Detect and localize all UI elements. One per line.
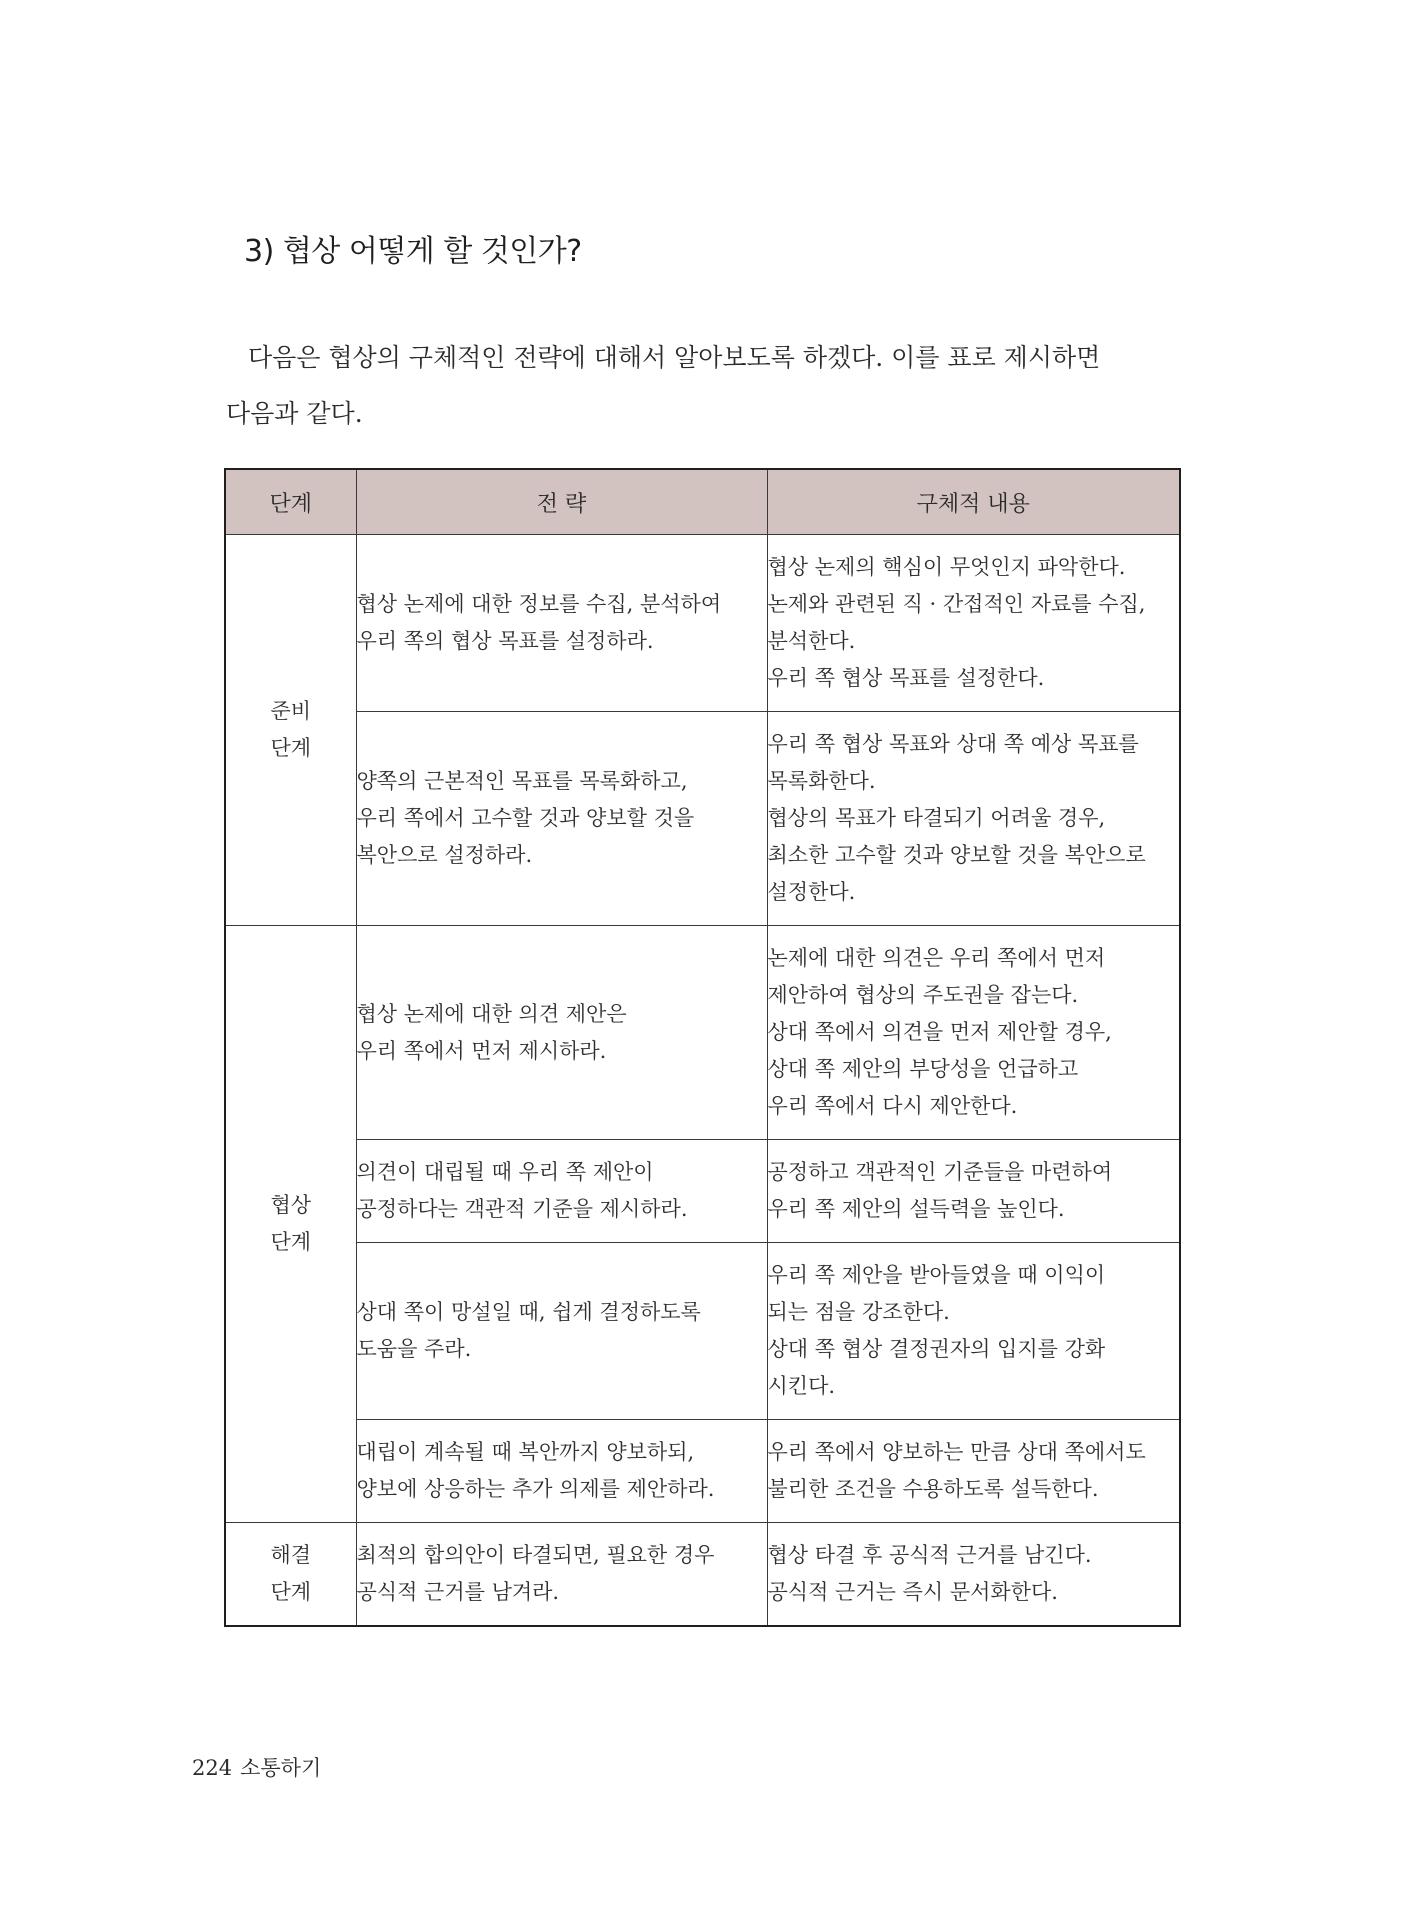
section-heading: 3) 협상 어떻게 할 것인가? — [244, 234, 582, 269]
detail-line: 우리 쪽 협상 목표를 설정한다. — [767, 666, 1045, 690]
page-number: 224 — [192, 1756, 233, 1780]
detail-line: 설정한다. — [767, 880, 856, 904]
strategy-cell — [356, 535, 767, 712]
strategy-cell — [356, 1420, 767, 1523]
detail-line: 공정하고 객관적인 기준들을 마련하여 — [767, 1160, 1113, 1184]
strategy-line: 상대 쪽이 망설일 때, 쉽게 결정하도록 — [356, 1300, 701, 1324]
detail-line: 목록화한다. — [767, 769, 876, 793]
strategy-table — [224, 468, 1181, 1627]
detail-cell — [767, 1420, 1180, 1523]
page-footer — [192, 1752, 321, 1782]
table-row — [225, 535, 1180, 712]
strategy-line: 협상 논제에 대한 정보를 수집, 분석하여 — [356, 592, 722, 616]
strategy-line: 우리 쪽의 협상 목표를 설정하라. — [356, 629, 654, 653]
table-row — [225, 1243, 1180, 1420]
detail-line: 상대 쪽 제안의 부당성을 언급하고 — [767, 1057, 1079, 1081]
detail-line: 협상 타결 후 공식적 근거를 남긴다. — [767, 1542, 1092, 1567]
detail-line: 불리한 조건을 수용하도록 설득한다. — [767, 1477, 1099, 1501]
detail-cell — [767, 535, 1180, 712]
detail-line: 우리 쪽 제안을 받아들였을 때 이익이 — [767, 1263, 1106, 1287]
detail-line: 협상의 목표가 타결되기 어려울 경우, — [767, 806, 1106, 830]
strategy-line: 양쪽의 근본적인 목표를 목록화하고, — [356, 769, 688, 793]
detail-cell — [767, 712, 1180, 926]
detail-line: 분석한다. — [767, 629, 856, 653]
table-row — [225, 1420, 1180, 1523]
detail-line: 공식적 근거는 즉시 문서화한다. — [767, 1579, 1058, 1604]
stage-cell-resolution — [225, 1523, 356, 1626]
strategy-line: 공식적 근거를 남겨라. — [356, 1579, 560, 1604]
detail-line: 상대 쪽 협상 결정권자의 입지를 강화 — [767, 1337, 1106, 1361]
strategy-line: 공정하다는 객관적 기준을 제시하라. — [356, 1197, 688, 1221]
stage-label: 해결 — [270, 1542, 312, 1567]
detail-line: 협상 논제의 핵심이 무엇인지 파악한다. — [767, 555, 1126, 579]
header-details: 구체적 내용 — [767, 469, 1180, 535]
strategy-cell — [356, 1523, 767, 1626]
detail-line: 우리 쪽에서 다시 제안한다. — [767, 1094, 1018, 1118]
table-row — [225, 712, 1180, 926]
detail-line: 최소한 고수할 것과 양보할 것을 복안으로 — [767, 843, 1146, 867]
strategy-line: 의견이 대립될 때 우리 쪽 제안이 — [356, 1160, 654, 1184]
strategy-line: 최적의 합의안이 타결되면, 필요한 경우 — [356, 1542, 715, 1567]
detail-cell — [767, 1523, 1180, 1626]
detail-line: 논제에 대한 의견은 우리 쪽에서 먼저 — [767, 946, 1106, 970]
stage-cell-negotiation — [225, 926, 356, 1523]
stage-label: 단계 — [270, 736, 312, 760]
intro-paragraph: 다음은 협상의 구체적인 전략에 대해서 알아보도록 하겠다. 이를 표로 제시하면 다음과 같다. — [226, 343, 1101, 428]
table-row — [225, 926, 1180, 1140]
stage-label: 협상 — [270, 1193, 312, 1217]
strategy-cell — [356, 712, 767, 926]
strategy-line: 협상 논제에 대한 의견 제안은 — [356, 1001, 627, 1026]
table-header-row — [225, 469, 1180, 535]
detail-cell — [767, 926, 1180, 1140]
section-name: 소통하기 — [240, 1756, 322, 1780]
detail-line: 우리 쪽에서 양보하는 만큼 상대 쪽에서도 — [767, 1440, 1146, 1464]
strategy-cell — [356, 926, 767, 1140]
strategy-line: 우리 쪽에서 고수할 것과 양보할 것을 — [356, 806, 695, 830]
strategy-line: 양보에 상응하는 추가 의제를 제안하라. — [356, 1477, 715, 1501]
stage-label: 단계 — [270, 1579, 312, 1604]
detail-line: 시킨다. — [767, 1374, 836, 1398]
detail-line: 우리 쪽 협상 목표와 상대 쪽 예상 목표를 — [767, 732, 1139, 756]
strategy-line: 도움을 주라. — [356, 1337, 472, 1361]
detail-line: 논제와 관련된 직 · 간접적인 자료를 수집, — [767, 592, 1146, 616]
strategy-line: 대립이 계속될 때 복안까지 양보하되, — [356, 1440, 695, 1464]
detail-line: 상대 쪽에서 의견을 먼저 제안할 경우, — [767, 1020, 1112, 1044]
stage-label: 단계 — [270, 1230, 312, 1254]
detail-cell — [767, 1243, 1180, 1420]
table-row — [225, 1523, 1180, 1626]
stage-label: 준비 — [270, 699, 312, 723]
strategy-cell — [356, 1243, 767, 1420]
detail-line: 제안하여 협상의 주도권을 잡는다. — [767, 983, 1079, 1007]
detail-line: 우리 쪽 제안의 설득력을 높인다. — [767, 1197, 1065, 1221]
detail-cell — [767, 1140, 1180, 1243]
table-row — [225, 1140, 1180, 1243]
strategy-cell — [356, 1140, 767, 1243]
header-strategy: 전 략 — [356, 469, 767, 535]
detail-line: 되는 점을 강조한다. — [767, 1300, 950, 1324]
stage-cell-prep — [225, 535, 356, 926]
header-stage: 단계 — [225, 469, 356, 535]
strategy-line: 복안으로 설정하라. — [356, 843, 533, 867]
strategy-line: 우리 쪽에서 먼저 제시하라. — [356, 1038, 607, 1063]
